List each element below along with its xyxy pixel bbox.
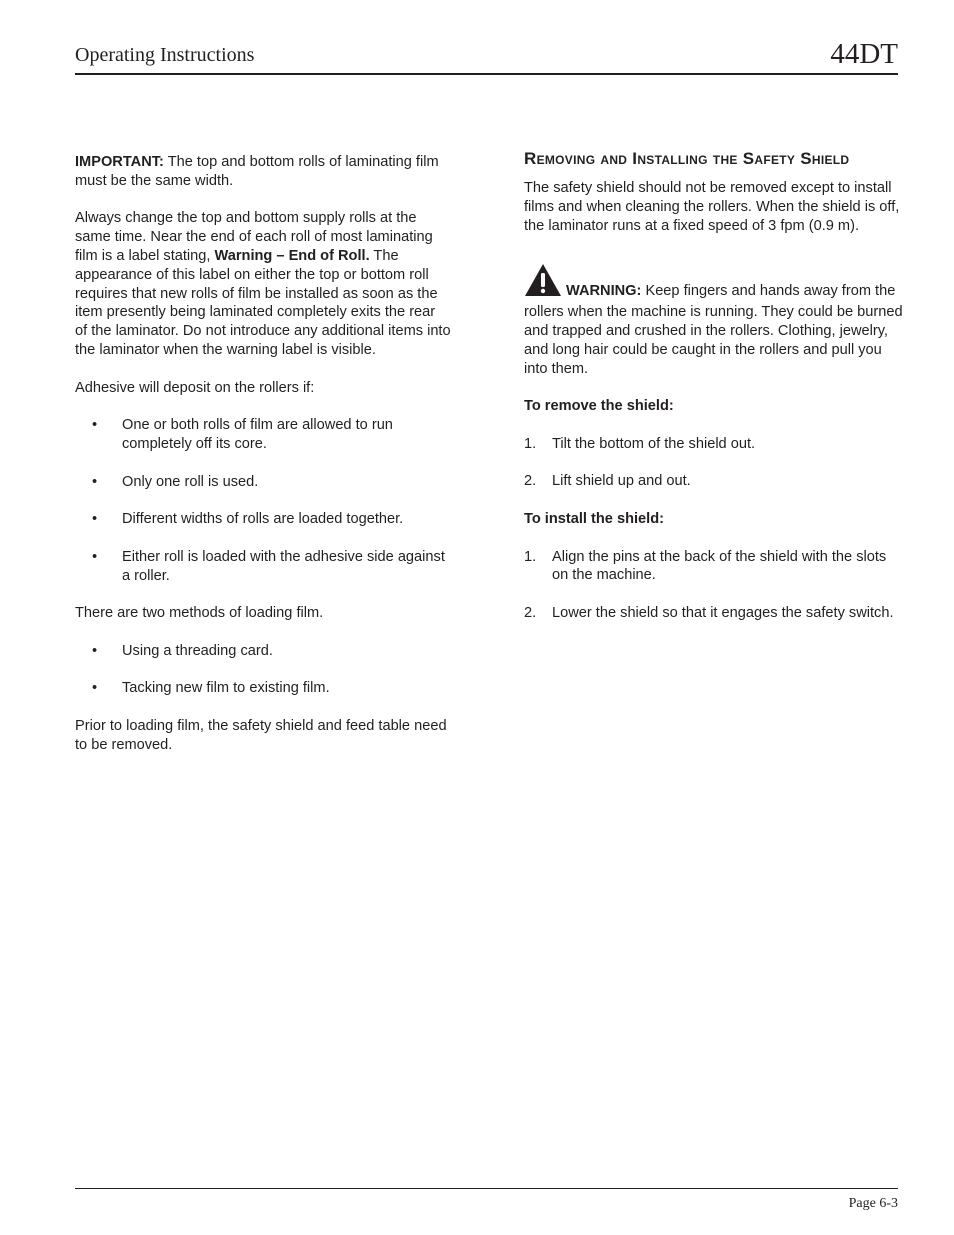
list-item: [524, 435, 904, 454]
list-item-text: Different widths of rolls are loaded together.: [122, 511, 404, 528]
shield-intro: The safety shield should not be removed except to install films and when cleaning the rollers. When the shield is off, the laminator runs at a fixed speed of 3 fpm (0.9 m).: [524, 180, 900, 234]
list-item: [75, 473, 451, 492]
adhesive-intro: Adhesive will deposit on the rollers if:: [75, 379, 315, 396]
important-label: IMPORTANT:: [75, 154, 164, 170]
step-text: Lower the shield so that it engages the safety switch.: [552, 604, 894, 621]
step-text: Align the pins at the back of the shield with the slots on the machine.: [552, 548, 887, 584]
list-item-text: Either roll is loaded with the adhesive side against a roller.: [122, 548, 445, 584]
bullet-icon: •: [92, 680, 98, 697]
step-number: 2.: [524, 473, 537, 490]
list-item: [524, 604, 904, 623]
list-item: [75, 548, 451, 586]
remove-heading: To remove the shield:: [524, 398, 674, 415]
bullet-icon: •: [92, 417, 98, 434]
remove-steps: [524, 435, 904, 491]
list-item: [75, 510, 451, 529]
adhesive-list: [75, 416, 451, 585]
important-note: [75, 153, 451, 191]
right-column: [524, 149, 904, 642]
step-text: Lift shield up and out.: [552, 473, 691, 490]
list-item-text: One or both rolls of film are allowed to run completely off its core.: [122, 417, 393, 452]
bullet-icon: •: [92, 473, 98, 490]
install-heading: To install the shield:: [524, 510, 665, 527]
end-of-roll-label: Warning – End of Roll.: [214, 247, 370, 264]
list-item-text: Using a threading card.: [122, 642, 273, 659]
step-text: Tilt the bottom of the shield out.: [552, 435, 756, 452]
methods-intro: There are two methods of loading film.: [75, 605, 324, 622]
supply-text-2: The appearance of this label on either the top or bottom roll requires that new rolls of film be installed as soon as the item presently being laminated completely exits the rear of the laminator. Do not introduce any additional items into the laminator when the warning label is visible.: [75, 247, 451, 358]
list-item: [524, 548, 904, 586]
bullet-icon: •: [92, 642, 98, 659]
list-item: [75, 416, 451, 454]
bullet-icon: •: [92, 548, 98, 565]
section-title: Operating Instructions: [75, 44, 255, 66]
prior-loading-note: Prior to loading film, the safety shield and feed table need to be removed.: [75, 717, 447, 753]
list-item: [75, 642, 451, 661]
page-number: Page 6-3: [848, 1196, 898, 1211]
model-number: 44DT: [830, 38, 898, 70]
step-number: 1.: [524, 548, 537, 565]
supply-text-1: Always change the top and bottom supply rolls at the same time. Near the end of each roll of most laminating film is a label stating,: [75, 210, 433, 264]
warning-paragraph: [524, 263, 904, 378]
important-text: The top and bottom rolls of laminating film must be the same width.: [75, 154, 439, 189]
footer-divider: [75, 1188, 898, 1189]
section-heading: Removing and Installing the Safety Shield: [524, 149, 850, 168]
warning-label: WARNING:: [566, 283, 642, 300]
header-divider: [75, 73, 898, 75]
warning-text: Keep fingers and hands away from the rollers when the machine is running. They could be burned and trapped and crushed in the rollers. Clothing, jewelry, and long hair could be caught in the rollers and pull you into them.: [524, 283, 903, 377]
list-item-text: Tacking new film to existing film.: [122, 680, 330, 697]
list-item: [524, 472, 904, 491]
methods-list: [75, 642, 451, 698]
warning-triangle-icon: [524, 263, 562, 303]
step-number: 1.: [524, 435, 537, 452]
bullet-icon: •: [92, 511, 98, 528]
list-item: [75, 679, 451, 698]
step-number: 2.: [524, 604, 537, 621]
supply-rolls-paragraph: [75, 209, 451, 359]
list-item-text: Only one roll is used.: [122, 473, 259, 490]
install-steps: [524, 548, 904, 623]
left-column: [75, 153, 451, 773]
